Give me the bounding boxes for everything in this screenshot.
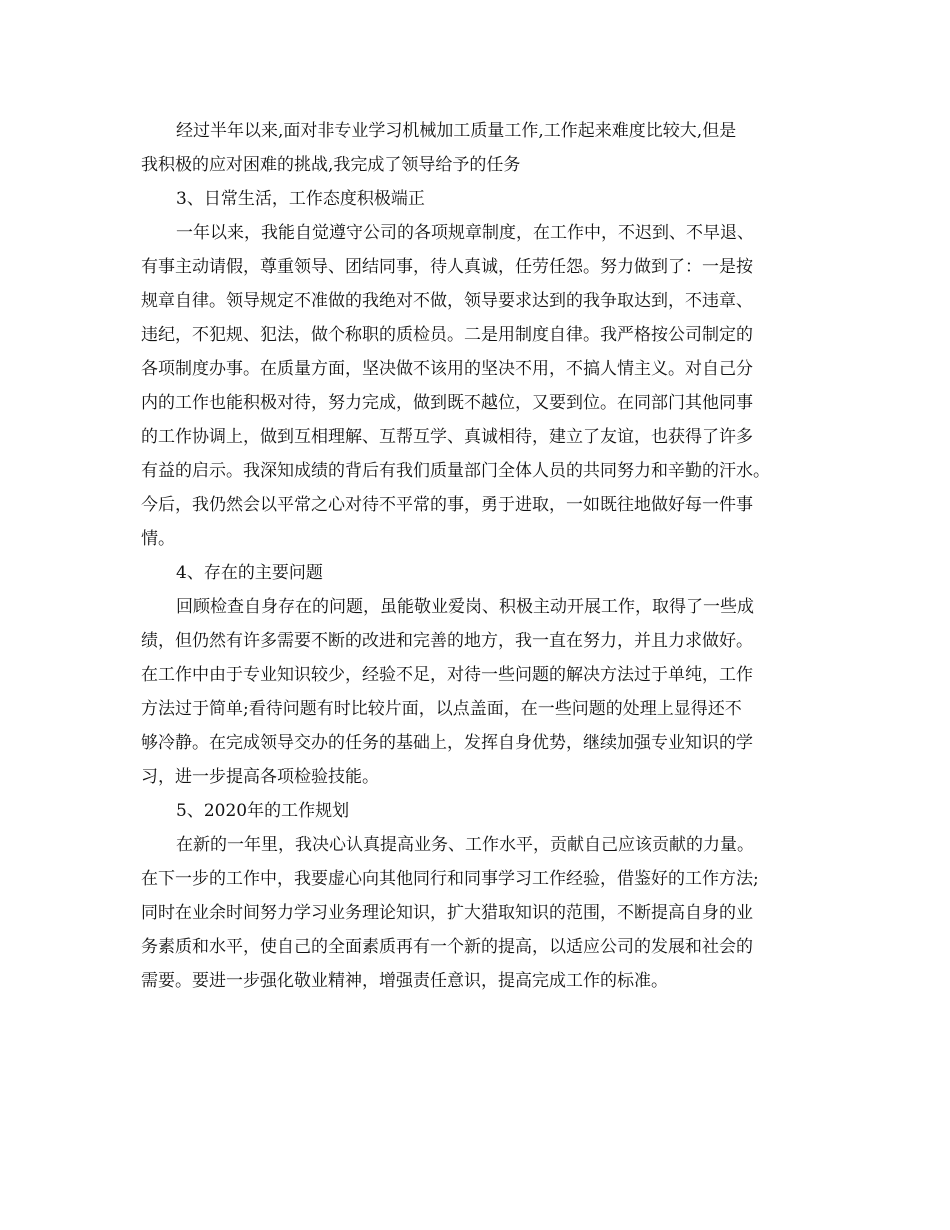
paragraph-section-3-line-6: 内的工作也能积极对待，努力完成，做到既不越位，又要到位。在同部门其他同事 (141, 393, 753, 413)
paragraph-section-4-line-3: 在工作中由于专业知识较少，经验不足，对待一些问题的解决方法过于单纯，工作 (141, 665, 753, 685)
paragraph-section-3-line-8: 有益的启示。我深知成绩的背后有我们质量部门全体人员的共同努力和辛勤的汗水。 (141, 461, 770, 481)
paragraph-section-3-line-5: 各项制度办事。在质量方面，坚决做不该用的坚决不用，不搞人情主义。对自己分 (141, 359, 753, 379)
paragraph-section-3-line-1: 一年以来，我能自觉遵守公司的各项规章制度，在工作中，不迟到、不早退、 (176, 223, 754, 243)
paragraph-section-3-line-3: 规章自律。领导规定不准做的我绝对不做，领导要求达到的我争取达到，不违章、 (141, 291, 753, 311)
paragraph-section-5-line-1: 在新的一年里，我决心认真提高业务、工作水平，贡献自己应该贡献的力量。 (176, 835, 754, 855)
paragraph-section-3-line-7: 的工作协调上，做到互相理解、互帮互学、真诚相待，建立了友谊，也获得了许多 (141, 427, 753, 447)
paragraph-section-3-line-2: 有事主动请假，尊重领导、团结同事，待人真诚，任劳任怨。努力做到了：一是按 (141, 257, 753, 277)
paragraph-section-4-line-4: 方法过于简单;看待问题有时比较片面，以点盖面，在一些问题的处理上显得还不 (141, 699, 742, 719)
paragraph-section-3-line-4: 违纪，不犯规、犯法，做个称职的质检员。二是用制度自律。我严格按公司制定的 (141, 325, 753, 345)
paragraph-section-3-line-9: 今后，我仍然会以平常之心对待不平常的事，勇于进取，一如既往地做好每一件事 (141, 495, 753, 515)
section-heading-4: 4、存在的主要问题 (176, 563, 323, 583)
paragraph-intro-line-2: 我积极的应对困难的挑战,我完成了领导给予的任务 (141, 155, 521, 175)
paragraph-section-4-line-5: 够冷静。在完成领导交办的任务的基础上，发挥自身优势，继续加强专业知识的学 (141, 733, 753, 753)
paragraph-section-4-line-1: 回顾检查自身存在的问题，虽能敬业爱岗、积极主动开展工作，取得了一些成 (176, 597, 754, 617)
paragraph-section-3-line-10: 情。 (141, 529, 175, 549)
paragraph-section-4-line-6: 习，进一步提高各项检验技能。 (141, 767, 379, 787)
paragraph-section-5-line-4: 务素质和水平，使自己的全面素质再有一个新的提高，以适应公司的发展和社会的 (141, 937, 753, 957)
paragraph-section-5-line-2: 在下一步的工作中，我要虚心向其他同行和同事学习工作经验，借鉴好的工作方法; (141, 869, 759, 889)
paragraph-section-4-line-2: 绩，但仍然有许多需要不断的改进和完善的地方，我一直在努力，并且力求做好。 (141, 631, 753, 651)
section-heading-3: 3、日常生活，工作态度积极端正 (176, 189, 425, 209)
paragraph-intro-line-1: 经过半年以来,面对非专业学习机械加工质量工作,工作起来难度比较大,但是 (176, 121, 737, 141)
paragraph-section-5-line-5: 需要。要进一步强化敬业精神，增强责任意识，提高完成工作的标准。 (141, 971, 668, 991)
paragraph-section-5-line-3: 同时在业余时间努力学习业务理论知识，扩大猎取知识的范围，不断提高自身的业 (141, 903, 753, 923)
section-heading-5: 5、2020年的工作规划 (176, 801, 350, 821)
